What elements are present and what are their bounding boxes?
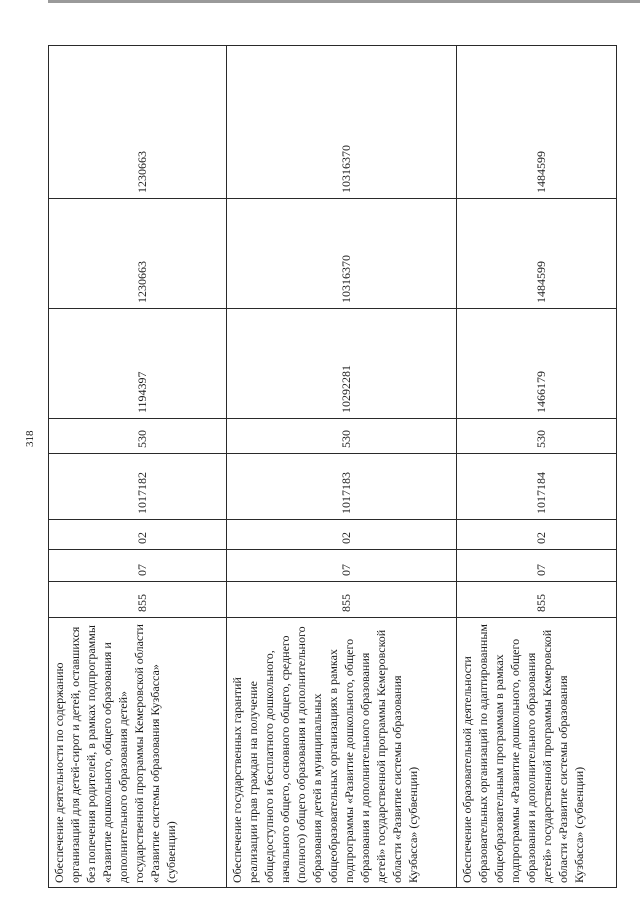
code-subsection: 02 xyxy=(227,520,457,550)
amount-year-2: 10316370 xyxy=(227,199,457,309)
table-row xyxy=(49,46,227,888)
code-ministry: 855 xyxy=(49,582,227,618)
code-expense-type: 530 xyxy=(49,419,227,454)
code-target: 1017183 xyxy=(227,454,457,520)
row-description: Обеспечение государственных гарантий реализации прав граждан на получение общедоступного и бесплатного дошкольного, начального общего, основного общего, среднего (полного) общего образования и дополнительного образования детей в муниципальных общеобразовательных организациях в рамках подпрограммы «Развитие дошкольного, общего образования и дополнительного образования детей» государственной программы Кемеровской области «Развитие системы образования Кузбасса» (субвенции) xyxy=(227,618,457,888)
amount-year-1: 1466179 xyxy=(457,309,617,419)
budget-table xyxy=(48,45,617,888)
code-section: 07 xyxy=(457,550,617,582)
code-section: 07 xyxy=(227,550,457,582)
page-number: 318 xyxy=(24,430,36,447)
amount-year-3: 10316370 xyxy=(227,46,457,199)
top-rule xyxy=(48,0,640,3)
amount-year-3: 1484599 xyxy=(457,46,617,199)
amount-year-1: 10292281 xyxy=(227,309,457,419)
table-row xyxy=(457,46,617,888)
code-target: 1017184 xyxy=(457,454,617,520)
row-description: Обеспечение деятельности по содержанию организаций для детей-сирот и детей, оставшихся без попечения родителей, в рамках подпрограммы «Развитие дошкольного, общего образования и дополнительного образования детей» государственной программы Кемеровской области «Развитие системы образования Кузбасса» (субвенции) xyxy=(49,618,227,888)
table-row xyxy=(227,46,457,888)
code-ministry: 855 xyxy=(457,582,617,618)
code-expense-type: 530 xyxy=(457,419,617,454)
code-ministry: 855 xyxy=(227,582,457,618)
amount-year-2: 1230663 xyxy=(49,199,227,309)
amount-year-2: 1484599 xyxy=(457,199,617,309)
code-section: 07 xyxy=(49,550,227,582)
budget-table-rotated xyxy=(48,46,616,888)
row-description: Обеспечение образовательной деятельности образовательных организаций по адаптированным общеобразовательным программам в рамках подпрограммы «Развитие дошкольного, общего образования и дополнительного образования детей» государственной программы Кемеровской области «Развитие системы образования Кузбасса» (субвенции) xyxy=(457,618,617,888)
code-subsection: 02 xyxy=(49,520,227,550)
code-target: 1017182 xyxy=(49,454,227,520)
code-expense-type: 530 xyxy=(227,419,457,454)
amount-year-3: 1230663 xyxy=(49,46,227,199)
amount-year-1: 1194397 xyxy=(49,309,227,419)
code-subsection: 02 xyxy=(457,520,617,550)
